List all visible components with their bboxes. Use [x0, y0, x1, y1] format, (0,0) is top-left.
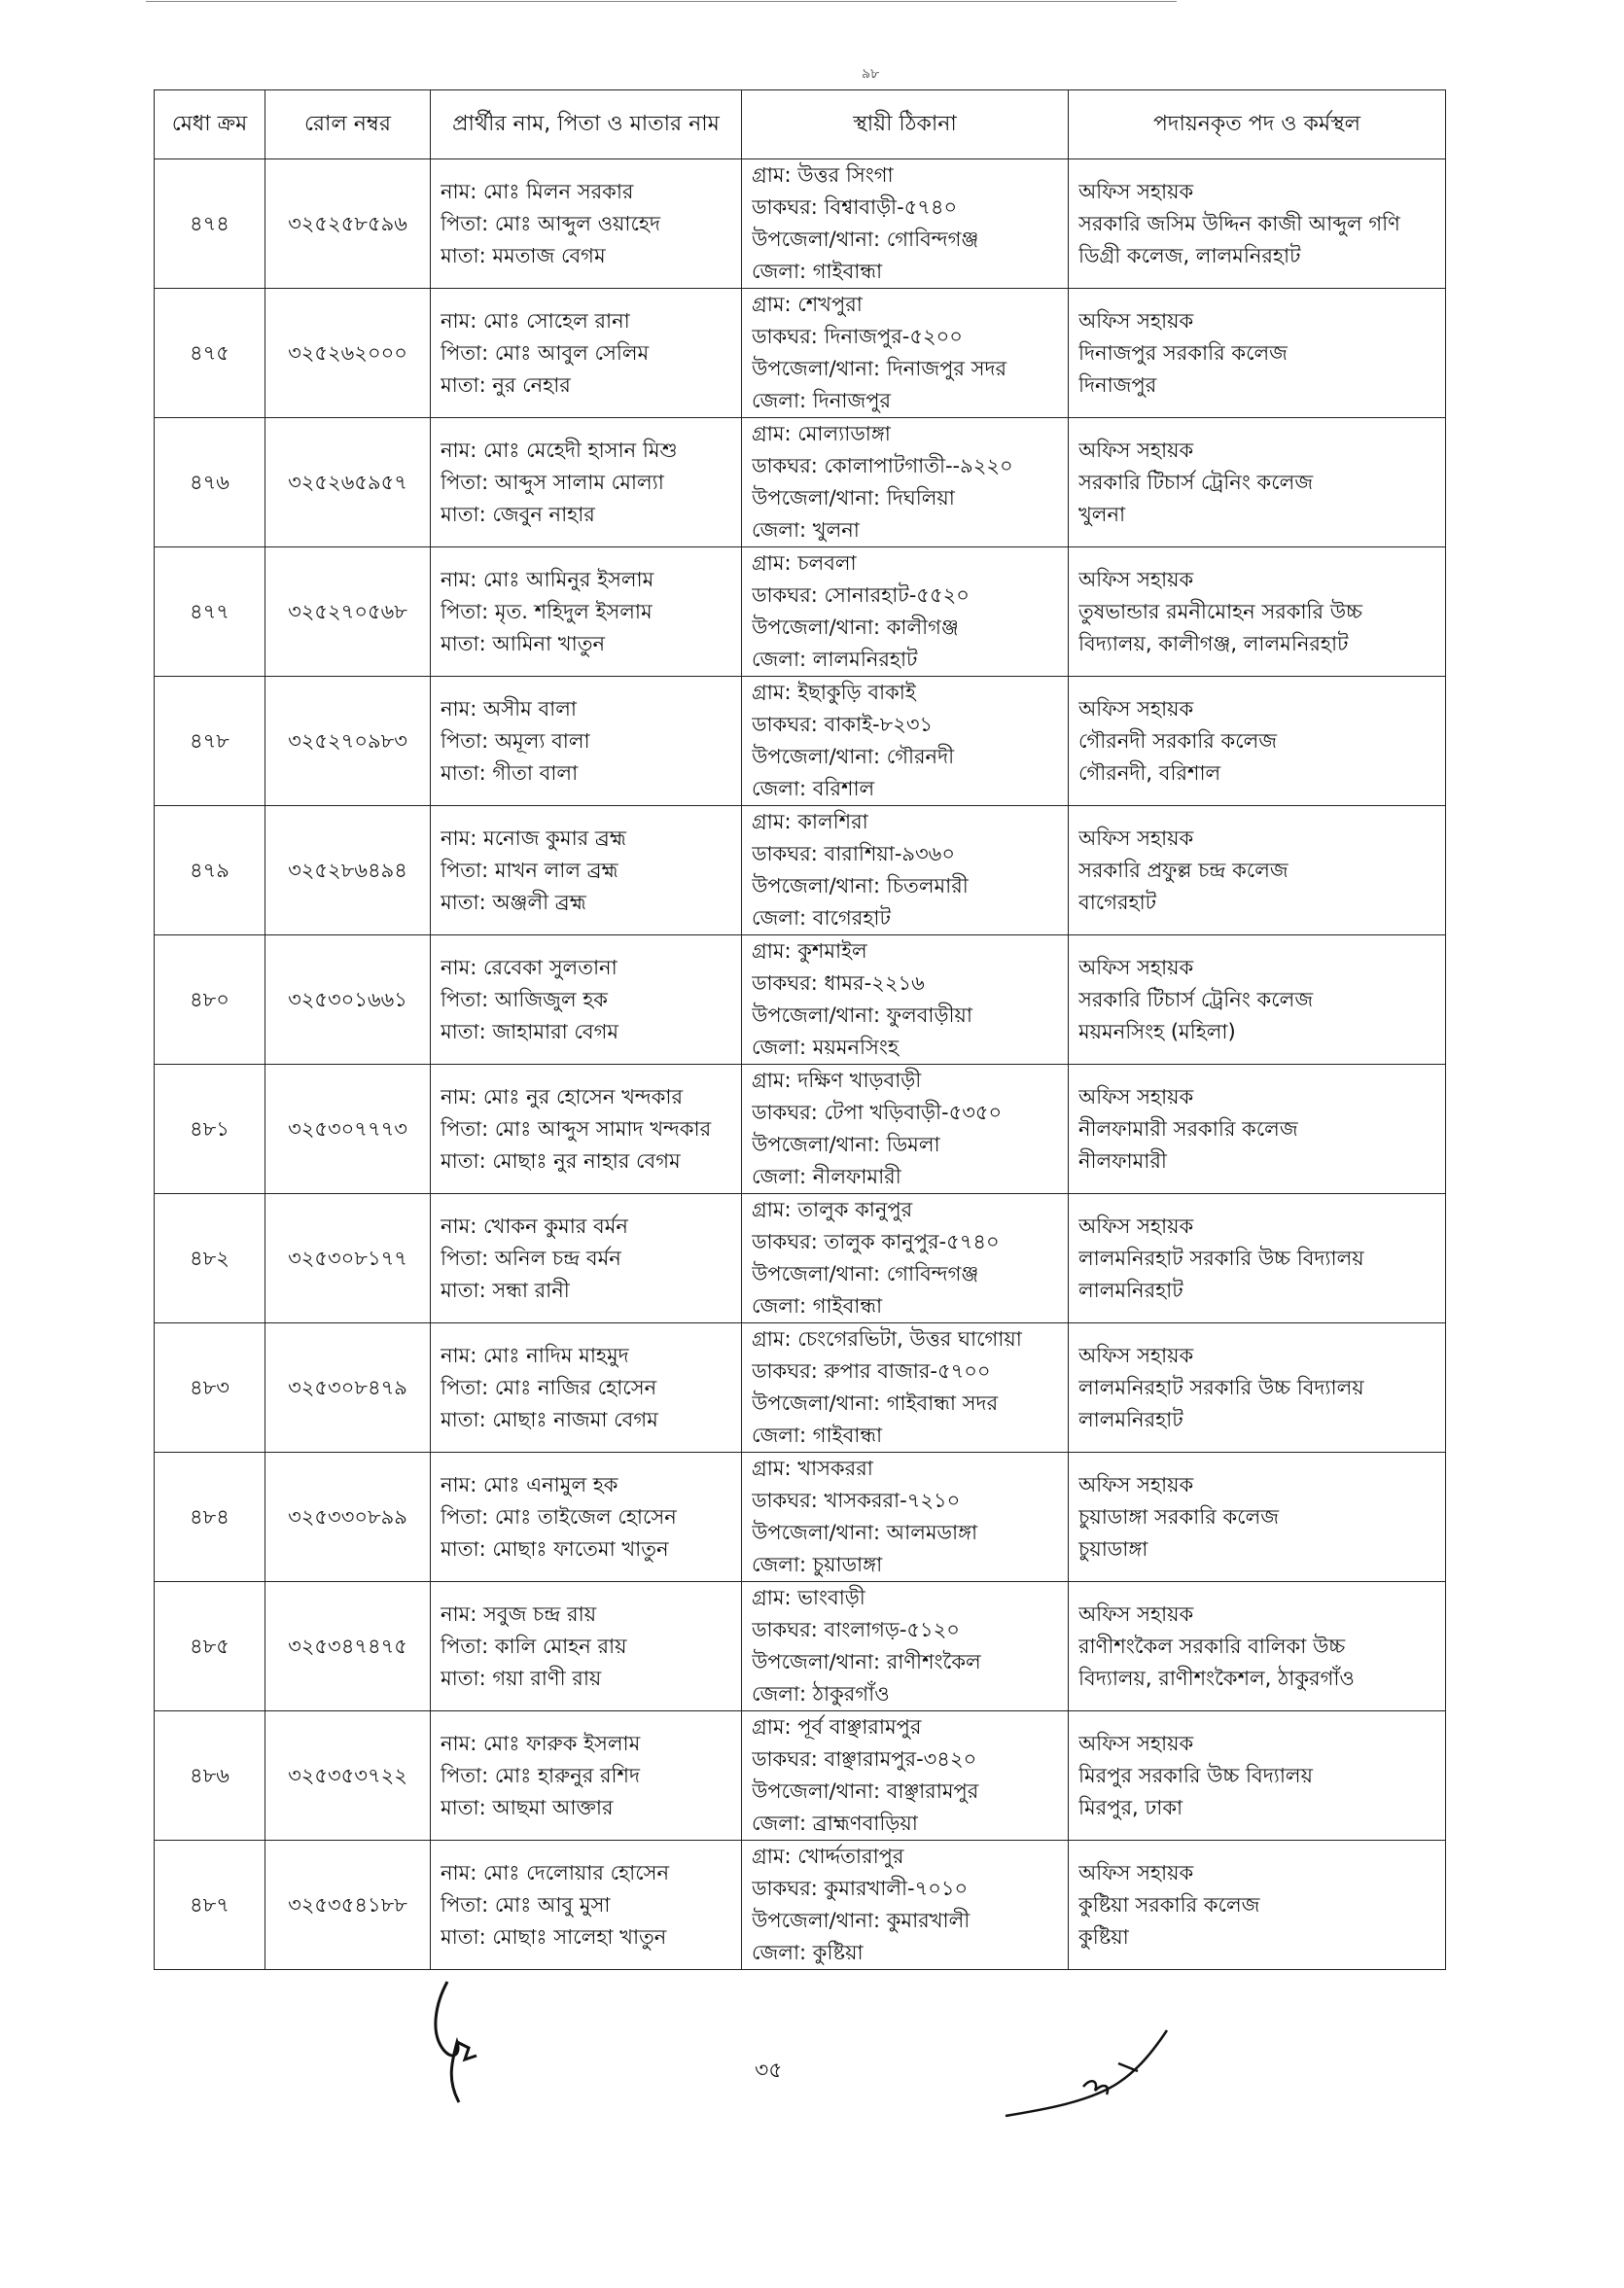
posting-details-line: মিরপুর সরকারি উচ্চ বিদ্যালয়	[1078, 1763, 1313, 1787]
permanent-address-line: গ্রাম: শেখপুরা	[752, 293, 863, 316]
posting-details-line: লালমনিরহাট	[1078, 1407, 1183, 1431]
permanent-address-line: জেলা: ঠাকুরগাঁও	[752, 1682, 890, 1706]
candidate-details	[431, 1841, 742, 1970]
posting-details-line: সরকারি প্রফুল্ল চন্দ্র কলেজ	[1078, 858, 1289, 882]
posting-details-line: অফিস সহায়ক	[1078, 696, 1194, 721]
candidate-details	[431, 418, 742, 547]
permanent-address-line: গ্রাম: চলবলা	[752, 551, 857, 575]
signature-right	[1002, 2023, 1177, 2130]
permanent-address-line: ডাকঘর: বারাশিয়া-৯৩৬০	[752, 842, 955, 865]
merit-serial: ৪৭৭	[155, 547, 265, 677]
candidate-details	[431, 289, 742, 418]
roll-number: ৩২৫৩৩০৮৯৯	[265, 1453, 431, 1582]
candidate-details	[431, 1323, 742, 1453]
posting-details	[1069, 935, 1446, 1065]
candidate-details-line: পিতা: কালি মোহন রায়	[441, 1634, 627, 1658]
posting-details-line: কুষ্টিয়া	[1078, 1924, 1129, 1949]
candidate-details-line: নাম: মনোজ কুমার ব্রহ্ম	[441, 826, 626, 850]
permanent-address-line: জেলা: নীলফামারী	[752, 1165, 901, 1188]
roll-number: ৩২৫৩৫৪১৮৮	[265, 1841, 431, 1970]
posting-details-line: বাগেরহাট	[1078, 890, 1157, 914]
candidate-details-line: পিতা: মোঃ আব্দুস সামাদ খন্দকার	[441, 1116, 712, 1141]
candidate-details-line: মাতা: গীতা বালা	[441, 760, 579, 785]
posting-details-line: কুষ্টিয়া সরকারি কলেজ	[1078, 1892, 1260, 1917]
permanent-address-line: গ্রাম: চেংগেরভিটা, উত্তর ঘাগোয়া	[752, 1327, 1022, 1351]
candidate-details-line: নাম: মোঃ ফারুক ইসলাম	[441, 1731, 641, 1755]
posting-details-line: অফিস সহায়ক	[1078, 826, 1194, 850]
posting-details-line: অফিস সহায়ক	[1078, 1343, 1194, 1367]
posting-details	[1069, 1323, 1446, 1453]
roll-number: ৩২৫২৭০৫৬৮	[265, 547, 431, 677]
header-serial: মেধা ক্রম	[155, 90, 265, 159]
header-roll: রোল নম্বর	[265, 90, 431, 159]
header-posting: পদায়নকৃত পদ ও কর্মস্থল	[1069, 90, 1446, 159]
permanent-address	[742, 677, 1069, 806]
permanent-address	[742, 935, 1069, 1065]
header-name: প্রার্থীর নাম, পিতা ও মাতার নাম	[431, 90, 742, 159]
posting-details	[1069, 806, 1446, 935]
permanent-address-line: ডাকঘর: ধামর-২২১৬	[752, 971, 925, 995]
permanent-address-line: গ্রাম: দক্ষিণ খাড়বাড়ী	[752, 1069, 922, 1092]
posting-details-line: সরকারি টিচার্স ট্রেনিং কলেজ	[1078, 987, 1314, 1011]
permanent-address-line: জেলা: গাইবান্ধা	[752, 260, 883, 283]
permanent-address-line: উপজেলা/থানা: কালীগঞ্জ	[752, 616, 959, 639]
candidate-details-line: মাতা: গয়া রাণী রায়	[441, 1666, 602, 1690]
candidate-details	[431, 1194, 742, 1323]
posting-details-line: অফিস সহায়ক	[1078, 1472, 1194, 1496]
permanent-address	[742, 1582, 1069, 1711]
posting-details-line: সরকারি জসিম উদ্দিন কাজী আব্দুল গণি	[1078, 211, 1400, 235]
roll-number: ৩২৫৩০৮১৭৭	[265, 1194, 431, 1323]
candidate-details	[431, 547, 742, 677]
permanent-address-line: ডাকঘর: সোনারহাট-৫৫২০	[752, 583, 970, 607]
permanent-address-line: উপজেলা/থানা: ডিমলা	[752, 1133, 940, 1156]
posting-details	[1069, 677, 1446, 806]
posting-details	[1069, 547, 1446, 677]
posting-details-line: অফিস সহায়ক	[1078, 1731, 1194, 1755]
posting-details-line: মিরপুর, ঢাকা	[1078, 1795, 1183, 1819]
candidate-details-line: নাম: খোকন কুমার বর্মন	[441, 1214, 628, 1238]
permanent-address-line: জেলা: গাইবান্ধা	[752, 1424, 883, 1447]
posting-details-line: খুলনা	[1078, 502, 1126, 526]
candidate-details	[431, 1453, 742, 1582]
candidate-details-line: পিতা: অনিল চন্দ্র বর্মন	[441, 1246, 621, 1270]
candidate-details-line: নাম: মোঃ এনামুল হক	[441, 1472, 618, 1496]
permanent-address-line: ডাকঘর: বাংলাগড়-৫১২০	[752, 1618, 960, 1641]
candidate-details-line: পিতা: মৃত. শহিদুল ইসলাম	[441, 599, 653, 623]
table-row	[155, 1711, 1446, 1841]
roll-number: ৩২৫৩০৮৪৭৯	[265, 1323, 431, 1453]
candidate-details	[431, 806, 742, 935]
posting-details-line: দিনাজপুর	[1078, 372, 1157, 397]
merit-serial: ৪৮৬	[155, 1711, 265, 1841]
permanent-address-line: উপজেলা/থানা: দিনাজপুর সদর	[752, 357, 1007, 380]
posting-details-line: অফিস সহায়ক	[1078, 567, 1194, 591]
permanent-address-line: জেলা: বরিশাল	[752, 777, 875, 800]
posting-details-line: রাণীশংকৈল সরকারি বালিকা উচ্চ	[1078, 1634, 1346, 1658]
table-row	[155, 1194, 1446, 1323]
permanent-address	[742, 1323, 1069, 1453]
table-row	[155, 935, 1446, 1065]
permanent-address	[742, 1711, 1069, 1841]
posting-details-line: অফিস সহায়ক	[1078, 1084, 1194, 1109]
candidate-details-line: মাতা: অঞ্জলী ব্রহ্ম	[441, 890, 586, 914]
permanent-address-line: গ্রাম: কালশিরা	[752, 810, 868, 833]
permanent-address-line: উপজেলা/থানা: বাঞ্ছারামপুর	[752, 1779, 979, 1803]
merit-serial: ৪৮২	[155, 1194, 265, 1323]
permanent-address-line: উপজেলা/থানা: চিতলমারী	[752, 874, 969, 898]
top-edge-line	[146, 1, 1177, 2]
permanent-address	[742, 1065, 1069, 1194]
candidate-details-line: পিতা: মোঃ নাজির হোসেন	[441, 1375, 657, 1399]
permanent-address-line: গ্রাম: ইছাকুড়ি বাকাই	[752, 681, 916, 704]
permanent-address-line: জেলা: গাইবান্ধা	[752, 1294, 883, 1318]
permanent-address-line: ডাকঘর: বিশ্বাবাড়ী-৫৭৪০	[752, 195, 958, 219]
posting-details-line: নীলফামারী সরকারি কলেজ	[1078, 1116, 1298, 1141]
permanent-address-line: গ্রাম: উত্তর সিংগা	[752, 163, 894, 187]
permanent-address-line: উপজেলা/থানা: কুমারখালী	[752, 1909, 971, 1932]
table-row	[155, 1453, 1446, 1582]
permanent-address-line: ডাকঘর: কুমারখালী-৭০১০	[752, 1877, 969, 1900]
candidate-details-line: নাম: মোঃ দেলোয়ার হোসেন	[441, 1860, 670, 1884]
table-header-row	[155, 90, 1446, 159]
posting-details-line: অফিস সহায়ক	[1078, 1860, 1194, 1884]
posting-details-line: সরকারি টিচার্স ট্রেনিং কলেজ	[1078, 470, 1314, 494]
posting-details-line: বিদ্যালয়, রাণীশংকৈশল, ঠাকুরগাঁও	[1078, 1666, 1355, 1690]
merit-serial: ৪৮১	[155, 1065, 265, 1194]
table-row	[155, 677, 1446, 806]
permanent-address-line: ডাকঘর: দিনাজপুর-৫২০০	[752, 325, 963, 348]
candidate-details-line: মাতা: জেবুন নাহার	[441, 502, 595, 526]
table-body	[155, 159, 1446, 1970]
table-row	[155, 159, 1446, 289]
roll-number: ৩২৫২৬২০০০	[265, 289, 431, 418]
posting-details	[1069, 1711, 1446, 1841]
posting-details	[1069, 418, 1446, 547]
candidate-details-line: পিতা: আজিজুল হক	[441, 987, 608, 1011]
merit-serial: ৪৭৫	[155, 289, 265, 418]
permanent-address-line: জেলা: দিনাজপুর	[752, 389, 892, 412]
posting-details-line: গৌরনদী, বরিশাল	[1078, 760, 1221, 785]
posting-details	[1069, 1065, 1446, 1194]
permanent-address-line: গ্রাম: পূর্ব বাঞ্ছারামপুর	[752, 1715, 922, 1739]
merit-serial: ৪৭৯	[155, 806, 265, 935]
permanent-address	[742, 547, 1069, 677]
candidate-details-line: নাম: রেবেকা সুলতানা	[441, 955, 618, 979]
permanent-address-line: উপজেলা/থানা: দিঘলিয়া	[752, 486, 955, 510]
posting-details-line: তুষভান্ডার রমনীমোহন সরকারি উচ্চ	[1078, 599, 1362, 623]
permanent-address-line: গ্রাম: মোল্যাডাঙ্গা	[752, 422, 891, 445]
candidate-details-line: পিতা: মোঃ হারুনুর রশিদ	[441, 1763, 641, 1787]
posting-details-line: ময়মনসিংহ (মহিলা)	[1078, 1019, 1236, 1043]
candidate-details-line: পিতা: অমূল্য বালা	[441, 728, 590, 753]
permanent-address-line: উপজেলা/থানা: গৌরনদী	[752, 745, 955, 768]
permanent-address-line: ডাকঘর: তালুক কানুপুর-৫৭৪০	[752, 1230, 1000, 1253]
posting-details	[1069, 1453, 1446, 1582]
posting-details-line: লালমনিরহাট সরকারি উচ্চ বিদ্যালয়	[1078, 1375, 1364, 1399]
posting-details	[1069, 1194, 1446, 1323]
posting-details-line: অফিস সহায়ক	[1078, 438, 1194, 462]
posting-details-line: অফিস সহায়ক	[1078, 1214, 1194, 1238]
permanent-address-line: উপজেলা/থানা: গোবিন্দগঞ্জ	[752, 1262, 979, 1285]
permanent-address-line: ডাকঘর: খাসকররা-৭২১০	[752, 1489, 961, 1512]
permanent-address-line: জেলা: চুয়াডাঙ্গা	[752, 1553, 883, 1576]
roll-number: ৩২৫২৮৬৪৯৪	[265, 806, 431, 935]
permanent-address	[742, 418, 1069, 547]
candidate-details-line: নাম: মোঃ সোহেল রানা	[441, 308, 630, 333]
permanent-address-line: জেলা: ব্রাহ্মণবাড়িয়া	[752, 1812, 918, 1835]
roll-number: ৩২৫২৬৫৯৫৭	[265, 418, 431, 547]
permanent-address-line: উপজেলা/থানা: রাণীশংকৈল	[752, 1650, 981, 1673]
roll-number: ৩২৫৩০৭৭৭৩	[265, 1065, 431, 1194]
permanent-address-line: উপজেলা/থানা: ফুলবাড়ীয়া	[752, 1003, 972, 1027]
table-row	[155, 1841, 1446, 1970]
candidate-details	[431, 935, 742, 1065]
merit-serial: ৪৭৬	[155, 418, 265, 547]
candidate-details-line: মাতা: মোছাঃ সালেহা খাতুন	[441, 1924, 667, 1949]
table-row	[155, 1323, 1446, 1453]
candidate-details-line: পিতা: মোঃ আবু মুসা	[441, 1892, 611, 1917]
permanent-address	[742, 1841, 1069, 1970]
candidate-details-line: মাতা: নুর নেহার	[441, 372, 571, 397]
posting-details	[1069, 1582, 1446, 1711]
merit-serial: ৪৭৪	[155, 159, 265, 289]
permanent-address-line: ডাকঘর: বাকাই-৮২৩১	[752, 713, 934, 736]
candidate-details-line: মাতা: আমিনা খাতুন	[441, 631, 605, 655]
permanent-address-line: উপজেলা/থানা: আলমডাঙ্গা	[752, 1521, 978, 1544]
candidate-details-line: মাতা: জাহামারা বেগম	[441, 1019, 619, 1043]
candidate-details	[431, 1582, 742, 1711]
merit-serial: ৪৮৫	[155, 1582, 265, 1711]
roll-number: ৩২৫৩০১৬৬১	[265, 935, 431, 1065]
posting-details-line: চুয়াডাঙ্গা সরকারি কলেজ	[1078, 1504, 1280, 1529]
permanent-address	[742, 159, 1069, 289]
roll-number: ৩২৫২৭০৯৮৩	[265, 677, 431, 806]
posting-details	[1069, 159, 1446, 289]
posting-details-line: লালমনিরহাট	[1078, 1278, 1183, 1302]
candidate-details-line: নাম: মোঃ মেহেদী হাসান মিশু	[441, 438, 678, 462]
permanent-address-line: ডাকঘর: রুপার বাজার-৫৭০০	[752, 1359, 991, 1383]
permanent-address-line: গ্রাম: খোর্দ্দতারাপুর	[752, 1845, 904, 1868]
candidate-details-line: মাতা: মোছাঃ নাজমা বেগম	[441, 1407, 658, 1431]
permanent-address-line: গ্রাম: ভাংবাড়ী	[752, 1586, 865, 1609]
candidate-details-line: মাতা: মোছাঃ নুর নাহার বেগম	[441, 1148, 681, 1173]
table-row	[155, 1065, 1446, 1194]
candidate-details-line: মাতা: আছমা আক্তার	[441, 1795, 614, 1819]
candidate-details	[431, 1711, 742, 1841]
posting-details-line: গৌরনদী সরকারি কলেজ	[1078, 728, 1278, 753]
posting-details	[1069, 289, 1446, 418]
page-number: ৩৫	[755, 2059, 783, 2083]
candidate-details-line: নাম: মোঃ নুর হোসেন খন্দকার	[441, 1084, 684, 1109]
merit-serial: ৪৮৭	[155, 1841, 265, 1970]
roll-number: ৩২৫৩৪৭৪৭৫	[265, 1582, 431, 1711]
posting-details-line: অফিস সহায়ক	[1078, 179, 1194, 203]
table-row	[155, 1582, 1446, 1711]
permanent-address-line: উপজেলা/থানা: গাইবান্ধা সদর	[752, 1391, 999, 1415]
table-row	[155, 547, 1446, 677]
candidate-details-line: নাম: অসীম বালা	[441, 696, 577, 721]
merit-list-table	[154, 89, 1446, 1970]
permanent-address	[742, 289, 1069, 418]
permanent-address-line: গ্রাম: খাসকররা	[752, 1457, 873, 1480]
permanent-address-line: জেলা: লালমনিরহাট	[752, 648, 918, 671]
candidate-details	[431, 159, 742, 289]
permanent-address-line: গ্রাম: কুশমাইল	[752, 939, 867, 963]
posting-details-line: ডিগ্রী কলেজ, লালমনিরহাট	[1078, 243, 1301, 267]
header-mark: ৯৮	[862, 66, 880, 82]
roll-number: ৩২৫২৫৮৫৯৬	[265, 159, 431, 289]
merit-serial: ৪৭৮	[155, 677, 265, 806]
candidate-details-line: মাতা: মমতাজ বেগম	[441, 243, 606, 267]
candidate-details-line: পিতা: মোঃ আব্দুল ওয়াহেদ	[441, 211, 660, 235]
candidate-details-line: পিতা: মোঃ আবুল সেলিম	[441, 340, 650, 365]
candidate-details	[431, 677, 742, 806]
candidate-details-line: নাম: মোঃ আমিনুর ইসলাম	[441, 567, 654, 591]
permanent-address	[742, 1453, 1069, 1582]
candidate-details-line: পিতা: মোঃ তাইজেল হোসেন	[441, 1504, 677, 1529]
posting-details-line: লালমনিরহাট সরকারি উচ্চ বিদ্যালয়	[1078, 1246, 1364, 1270]
permanent-address-line: ডাকঘর: বাঞ্ছারামপুর-৩৪২০	[752, 1747, 977, 1771]
candidate-details-line: নাম: মোঃ নাদিম মাহমুদ	[441, 1343, 629, 1367]
permanent-address-line: উপজেলা/থানা: গোবিন্দগঞ্জ	[752, 228, 979, 251]
posting-details-line: চুয়াডাঙ্গা	[1078, 1536, 1148, 1561]
candidate-details-line: নাম: সবুজ চন্দ্র রায়	[441, 1602, 597, 1626]
permanent-address-line: ডাকঘর: টেপা খড়িবাড়ী-৫৩৫০	[752, 1101, 1003, 1124]
posting-details-line: অফিস সহায়ক	[1078, 955, 1194, 979]
permanent-address	[742, 1194, 1069, 1323]
permanent-address-line: ডাকঘর: কোলাপাটগাতী--৯২২০	[752, 454, 1013, 477]
permanent-address-line: জেলা: খুলনা	[752, 518, 860, 542]
posting-details	[1069, 1841, 1446, 1970]
permanent-address-line: গ্রাম: তালুক কানুপুর	[752, 1198, 913, 1221]
candidate-details-line: মাতা: সন্ধা রানী	[441, 1278, 570, 1302]
merit-serial: ৪৮৪	[155, 1453, 265, 1582]
header-address: স্থায়ী ঠিকানা	[742, 90, 1069, 159]
posting-details-line: অফিস সহায়ক	[1078, 1602, 1194, 1626]
permanent-address	[742, 806, 1069, 935]
candidate-details-line: মাতা: মোছাঃ ফাতেমা খাতুন	[441, 1536, 669, 1561]
permanent-address-line: জেলা: কুষ্টিয়া	[752, 1941, 864, 1964]
posting-details-line: বিদ্যালয়, কালীগঞ্জ, লালমনিরহাট	[1078, 631, 1349, 655]
posting-details-line: দিনাজপুর সরকারি কলেজ	[1078, 340, 1288, 365]
candidate-details-line: পিতা: আব্দুস সালাম মোল্যা	[441, 470, 664, 494]
posting-details-line: অফিস সহায়ক	[1078, 308, 1194, 333]
merit-serial: ৪৮০	[155, 935, 265, 1065]
candidate-details-line: পিতা: মাখন লাল ব্রহ্ম	[441, 858, 618, 882]
posting-details-line: নীলফামারী	[1078, 1148, 1167, 1173]
candidate-details	[431, 1065, 742, 1194]
table-row	[155, 289, 1446, 418]
table-row	[155, 418, 1446, 547]
roll-number: ৩২৫৩৫৩৭২২	[265, 1711, 431, 1841]
merit-serial: ৪৮৩	[155, 1323, 265, 1453]
table-row	[155, 806, 1446, 935]
permanent-address-line: জেলা: বাগেরহাট	[752, 906, 891, 930]
signature-left	[418, 1974, 496, 2110]
candidate-details-line: নাম: মোঃ মিলন সরকার	[441, 179, 634, 203]
permanent-address-line: জেলা: ময়মনসিংহ	[752, 1036, 899, 1059]
